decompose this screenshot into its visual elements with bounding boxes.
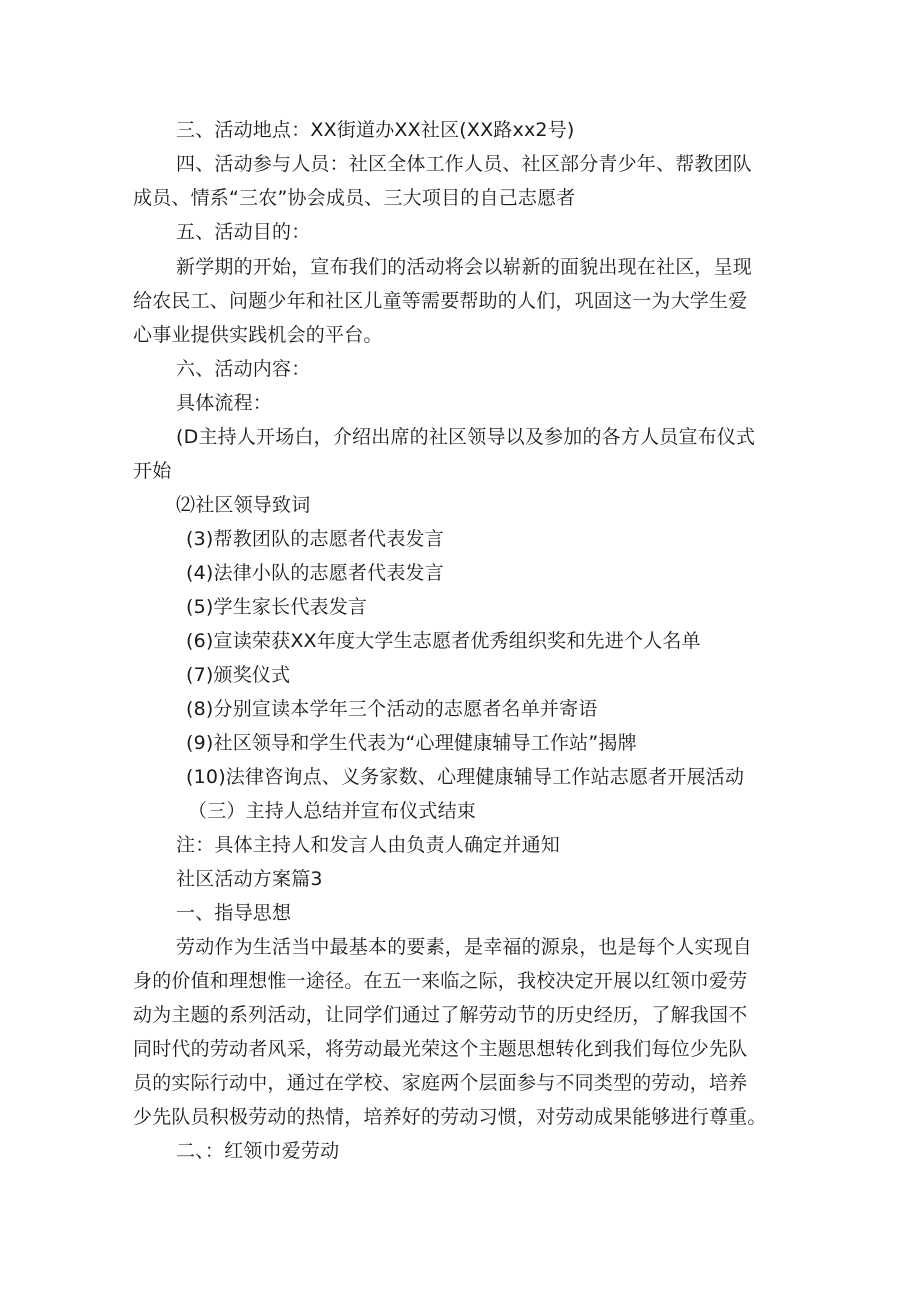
- guiding-paragraph-line-1: 劳动作为生活当中最基本的要素，是幸福的源泉，也是每个人实现自: [176, 936, 753, 958]
- process-closing: （三）主持人总结并宣布仪式结束: [188, 800, 477, 822]
- guiding-paragraph-line-3: 动为主题的系列活动，让同学们通过了解劳动节的历史经历，了解我国不: [133, 1004, 748, 1026]
- process-item-1-cont: 开始: [133, 460, 172, 482]
- guiding-thought-heading: 一、指导思想: [176, 902, 292, 924]
- guiding-paragraph-line-5: 员的实际行动中，通过在学校、家庭两个层面参与不同类型的劳动，培养: [133, 1072, 748, 1094]
- section-2-heading: 二、：红领巾爱劳动: [176, 1140, 340, 1162]
- section-4-participants: 四、活动参与人员：社区全体工作人员、社区部分青少年、帮教团队: [176, 153, 753, 175]
- process-item-5: (5)学生家长代表发言: [186, 596, 368, 618]
- guiding-paragraph-line-4: 同时代的劳动者风采，将劳动最光荣这个主题思想转化到我们每位少先队: [133, 1038, 748, 1060]
- section-4-participants-cont: 成员、情系“三农”协会成员、三大项目的自己志愿者: [133, 187, 576, 209]
- process-item-9: (9)社区领导和学生代表为“心理健康辅导工作站”揭牌: [186, 732, 637, 754]
- process-item-4: (4)法律小队的志愿者代表发言: [186, 562, 444, 584]
- purpose-paragraph-line-2: 给农民工、问题少年和社区儿童等需要帮助的人们，巩固这一为大学生爱: [133, 290, 748, 312]
- process-item-7: (7)颁奖仪式: [186, 664, 291, 686]
- purpose-paragraph-line-3: 心事业提供实践机会的平台。: [133, 324, 383, 346]
- guiding-paragraph-line-6: 少先队员积极劳动的热情，培养好的劳动习惯，对劳动成果能够进行尊重。: [133, 1106, 767, 1128]
- section-5-heading: 五、活动目的：: [176, 221, 311, 243]
- process-item-10: (10)法律咨询点、义务家数、心理健康辅导工作站志愿者开展活动: [186, 766, 745, 788]
- process-item-3: (3)帮教团队的志愿者代表发言: [186, 528, 444, 550]
- purpose-paragraph-line-1: 新学期的开始，宣布我们的活动将会以崭新的面貌出现在社区，呈现: [176, 256, 753, 278]
- note-line: 注：具体主持人和发言人由负责人确定并通知: [176, 834, 561, 856]
- chapter-title: 社区活动方案篇3: [176, 868, 323, 890]
- process-heading: 具体流程：: [176, 392, 273, 414]
- guiding-paragraph-line-2: 身的价值和理想惟一途径。在五一来临之际，我校决定开展以红领巾爱劳: [133, 970, 748, 992]
- section-3-location: 三、活动地点：XX街道办XX社区(XX路xx2号): [176, 119, 575, 141]
- process-item-1: (D主持人开场白，介绍出席的社区领导以及参加的各方人员宣布仪式: [176, 426, 756, 448]
- process-item-2: ⑵社区领导致词: [176, 494, 311, 516]
- process-item-6: (6)宣读荣获XX年度大学生志愿者优秀组织奖和先进个人名单: [186, 630, 701, 652]
- process-item-8: (8)分别宣读本学年三个活动的志愿者名单并寄语: [186, 698, 598, 720]
- section-6-heading: 六、活动内容：: [176, 358, 311, 380]
